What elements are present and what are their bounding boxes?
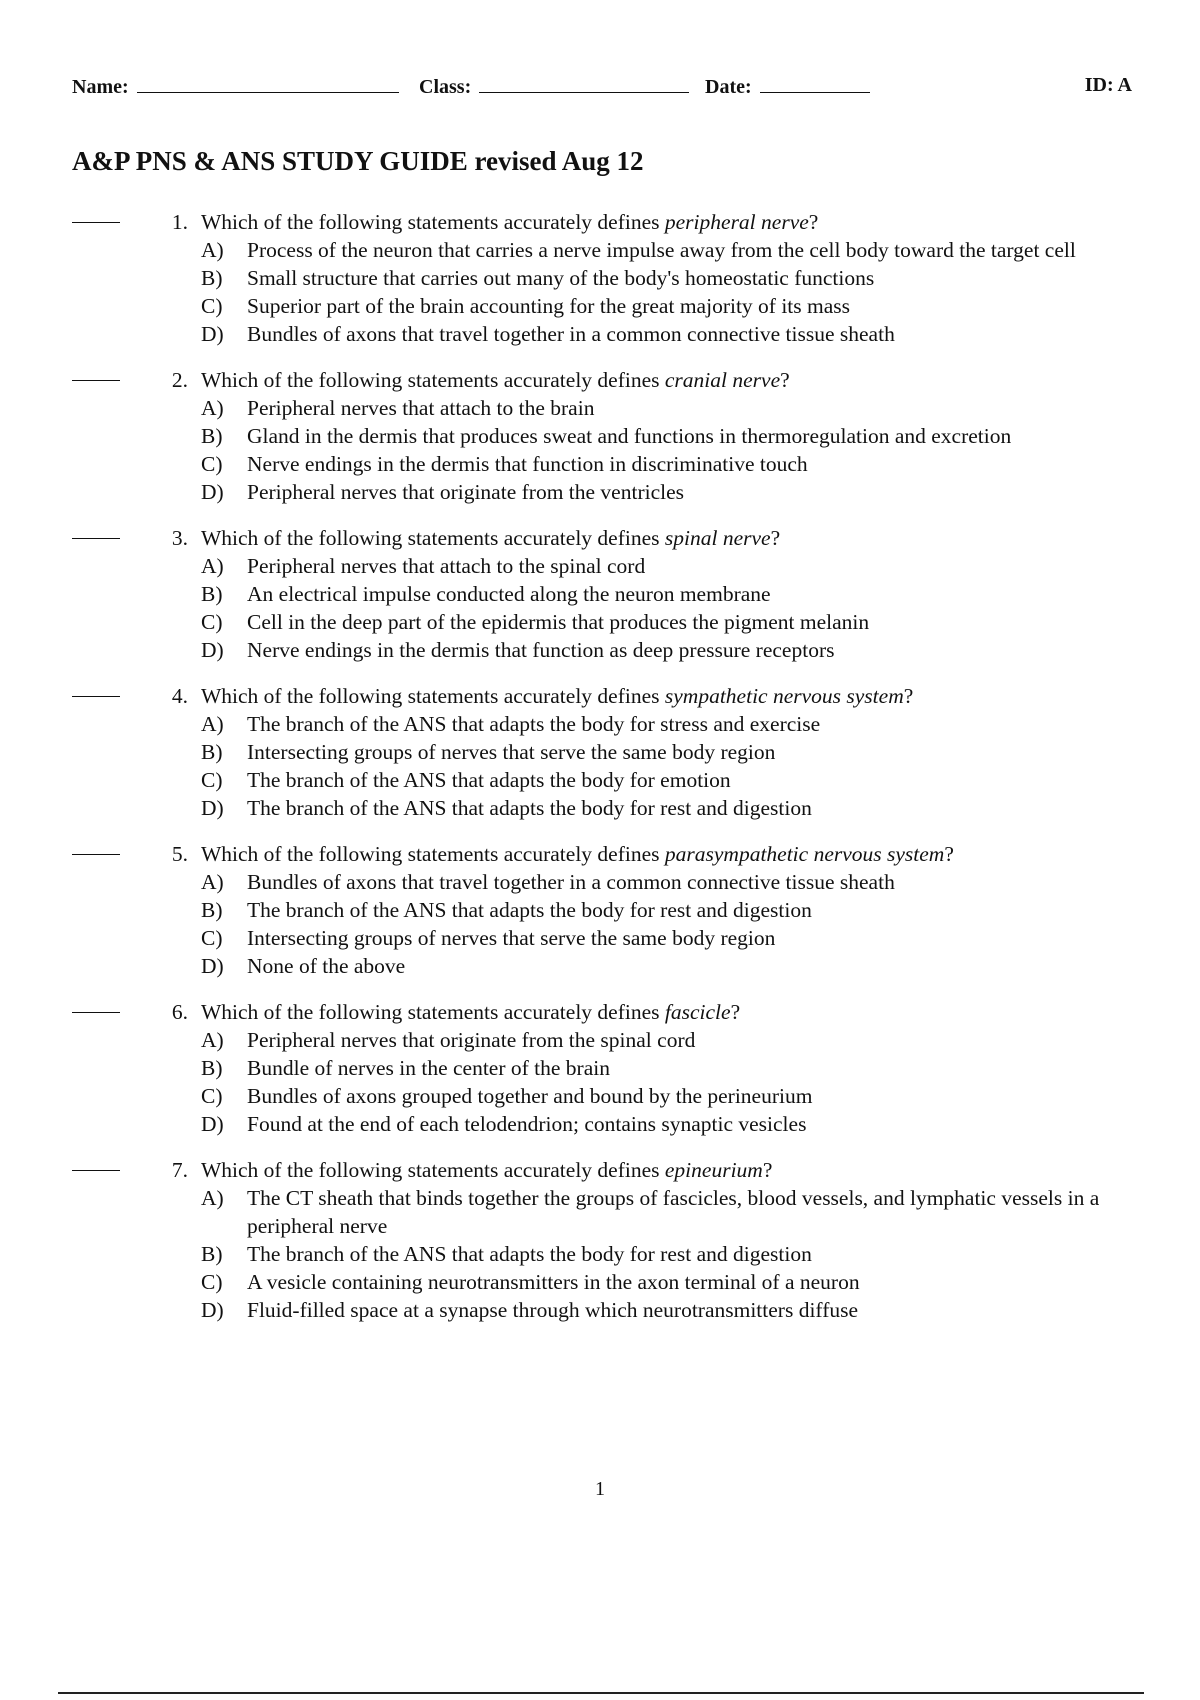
option-c[interactable]: C) Nerve endings in the dermis that function in discriminative touch xyxy=(201,452,808,476)
answer-blank[interactable] xyxy=(72,222,120,223)
footer-divider xyxy=(58,1692,1144,1694)
option-d[interactable]: D) Found at the end of each telodendrion; contains synaptic vesicles xyxy=(201,1112,807,1136)
question-text: Which of the following statements accurately defines sympathetic nervous system? xyxy=(201,684,914,708)
option-list xyxy=(201,552,1132,664)
option-b[interactable]: B) Small structure that carries out many of the body's homeostatic functions xyxy=(201,266,875,290)
question-term: peripheral nerve xyxy=(664,210,809,234)
question-4 xyxy=(72,682,1132,822)
option-b[interactable]: B) The branch of the ANS that adapts the body for rest and digestion xyxy=(201,898,812,922)
question-term: spinal nerve xyxy=(664,526,771,550)
option-b[interactable]: B) Bundle of nerves in the center of the brain xyxy=(201,1056,610,1080)
question-text: Which of the following statements accurately defines fascicle? xyxy=(201,1000,741,1024)
class-label: Class: xyxy=(419,76,472,98)
option-d[interactable]: D) Nerve endings in the dermis that function as deep pressure receptors xyxy=(201,638,835,662)
option-a[interactable]: A) The CT sheath that binds together the groups of fascicles, blood vessels, and lymphatic vessels in a peripheral nerve xyxy=(201,1186,1100,1238)
option-c[interactable]: C) Superior part of the brain accounting for the great majority of its mass xyxy=(201,294,851,318)
answer-blank[interactable] xyxy=(72,538,120,539)
name-label: Name: xyxy=(72,76,129,98)
question-1 xyxy=(72,208,1132,348)
option-list xyxy=(201,868,1132,980)
date-label: Date: xyxy=(705,76,752,98)
question-term: cranial nerve xyxy=(664,368,781,392)
option-a[interactable]: A) Peripheral nerves that attach to the brain xyxy=(201,396,595,420)
option-list xyxy=(201,1184,1132,1324)
date-blank[interactable] xyxy=(760,74,870,93)
option-list xyxy=(201,236,1132,348)
option-c[interactable]: C) A vesicle containing neurotransmitters in the axon terminal of a neuron xyxy=(201,1270,860,1294)
question-text: Which of the following statements accurately defines parasympathetic nervous system? xyxy=(201,842,954,866)
answer-blank[interactable] xyxy=(72,380,120,381)
answer-blank[interactable] xyxy=(72,1012,120,1013)
option-list xyxy=(201,394,1132,506)
option-d[interactable]: D) Fluid-filled space at a synapse through which neurotransmitters diffuse xyxy=(201,1298,859,1322)
question-text: Which of the following statements accurately defines cranial nerve? xyxy=(201,368,790,392)
answer-blank[interactable] xyxy=(72,696,120,697)
option-d[interactable]: D) The branch of the ANS that adapts the body for rest and digestion xyxy=(201,796,812,820)
option-c[interactable]: C) The branch of the ANS that adapts the body for emotion xyxy=(201,768,731,792)
option-a[interactable]: A) Peripheral nerves that originate from the spinal cord xyxy=(201,1028,696,1052)
option-c[interactable]: C) Intersecting groups of nerves that serve the same body region xyxy=(201,926,776,950)
page-title: A&P PNS & ANS STUDY GUIDE revised Aug 12 xyxy=(72,146,644,176)
answer-blank[interactable] xyxy=(72,1170,120,1171)
question-number: 2. xyxy=(171,368,188,392)
option-a[interactable]: A) Bundles of axons that travel together in a common connective tissue sheath xyxy=(201,870,895,894)
class-field[interactable] xyxy=(419,74,689,99)
question-number: 3. xyxy=(171,526,188,550)
question-number: 1. xyxy=(171,210,188,234)
question-2 xyxy=(72,366,1132,506)
id-label: ID: A xyxy=(1084,74,1132,96)
question-number: 7. xyxy=(171,1158,188,1182)
question-text: Which of the following statements accurately defines epineurium? xyxy=(201,1158,773,1182)
question-term: fascicle xyxy=(664,1000,731,1024)
option-list xyxy=(201,710,1132,822)
name-field[interactable] xyxy=(72,74,399,99)
question-term: epineurium xyxy=(664,1158,763,1182)
option-b[interactable]: B) Gland in the dermis that produces sweat and functions in thermoregulation and excretion xyxy=(201,424,1012,448)
option-b[interactable]: B) The branch of the ANS that adapts the body for rest and digestion xyxy=(201,1242,812,1266)
question-7 xyxy=(72,1156,1132,1324)
date-field[interactable] xyxy=(705,74,870,99)
option-c[interactable]: C) Cell in the deep part of the epidermis that produces the pigment melanin xyxy=(201,610,870,634)
option-list xyxy=(201,1026,1132,1138)
name-blank[interactable] xyxy=(137,74,399,93)
option-a[interactable]: A) Peripheral nerves that attach to the spinal cord xyxy=(201,554,646,578)
question-number: 6. xyxy=(171,1000,188,1024)
question-list xyxy=(72,208,1132,1342)
class-blank[interactable] xyxy=(479,74,689,93)
option-d[interactable]: D) None of the above xyxy=(201,954,406,978)
question-text: Which of the following statements accurately defines spinal nerve? xyxy=(201,526,781,550)
question-5 xyxy=(72,840,1132,980)
question-number: 5. xyxy=(171,842,188,866)
question-text: Which of the following statements accurately defines peripheral nerve? xyxy=(201,210,819,234)
option-a[interactable]: A) Process of the neuron that carries a nerve impulse away from the cell body toward the target cell xyxy=(201,238,1076,262)
option-d[interactable]: D) Peripheral nerves that originate from the ventricles xyxy=(201,480,685,504)
page-number: 1 xyxy=(595,1478,605,1500)
option-b[interactable]: B) An electrical impulse conducted along the neuron membrane xyxy=(201,582,771,606)
question-number: 4. xyxy=(171,684,188,708)
student-header xyxy=(72,74,1132,104)
option-b[interactable]: B) Intersecting groups of nerves that serve the same body region xyxy=(201,740,776,764)
option-a[interactable]: A) The branch of the ANS that adapts the body for stress and exercise xyxy=(201,712,821,736)
answer-blank[interactable] xyxy=(72,854,120,855)
question-3 xyxy=(72,524,1132,664)
option-c[interactable]: C) Bundles of axons grouped together and bound by the perineurium xyxy=(201,1084,813,1108)
option-d[interactable]: D) Bundles of axons that travel together in a common connective tissue sheath xyxy=(201,322,895,346)
question-term: parasympathetic nervous system xyxy=(664,842,945,866)
question-6 xyxy=(72,998,1132,1138)
question-term: sympathetic nervous system xyxy=(664,684,904,708)
